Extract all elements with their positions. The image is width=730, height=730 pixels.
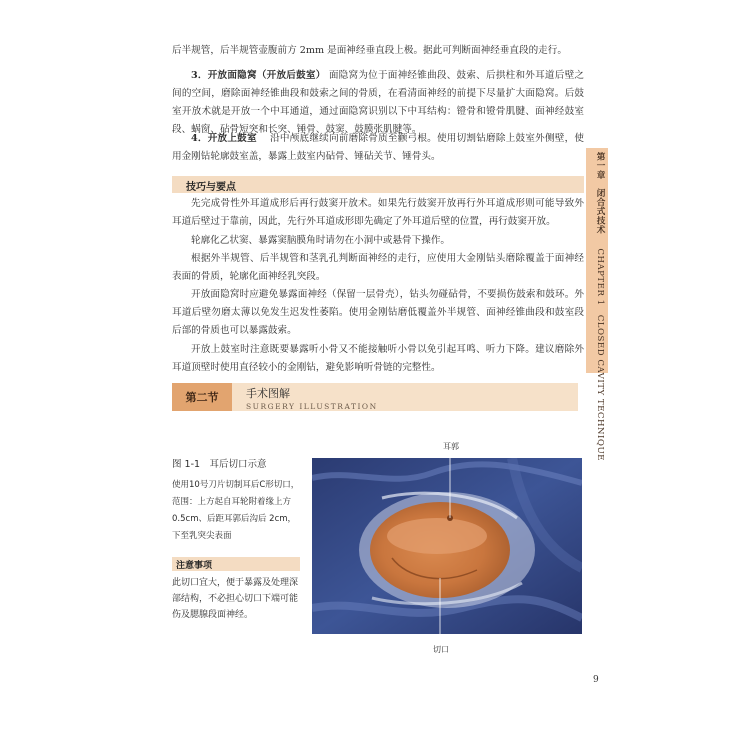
tip-item: 根据外半规管、后半规管和茎乳孔判断面神经的走行，应使用大金刚钻头磨除覆盖于面神经表面的骨质，轮廓化面神经乳突段。 xyxy=(172,253,584,282)
label-auricle: 耳郭 xyxy=(443,442,459,451)
surgery-photo-illustration xyxy=(312,458,582,634)
tip-item: 开放上鼓室时注意既要暴露听小骨又不能接触听小骨以免引起耳鸣、听力下降。建议磨除外耳道顶壁时使用直径较小的金刚钻，避免影响听骨链的完整性。 xyxy=(172,344,584,373)
section-label: 第二节 xyxy=(185,391,219,404)
paragraph-epitympanum xyxy=(172,130,584,166)
section-label-box xyxy=(172,383,232,411)
tip-item: 开放面隐窝时应避免暴露面神经（保留一层骨壳），钻头勿碰砧骨，不要损伤鼓索和鼓环。外耳道后壁勿磨太薄以免发生迟发性萎陷。使用金刚钻磨低覆盖外半规管、面神经锥曲段和鼓室段后部的骨质也可以暴露鼓索。 xyxy=(172,289,584,336)
figure-desc-line: 使用10号刀片切制耳后C形切口， xyxy=(172,480,300,490)
paragraph-text: 后半规管，后半规管壶腹前方 2mm 是面神经垂直段上极。据此可判断面神经垂直段的走行。 xyxy=(172,45,567,56)
tips-header xyxy=(172,176,584,193)
paragraph-text: 面隐窝为位于面神经锥曲段、鼓索、后拱柱和外耳道后壁之间的空间，磨除面神经锥曲段和鼓索之间的骨质，在看清面神经的前提下尽量扩大面隐窝。后鼓室开放术就是开放一个中耳通道，通过面隐窝识别以下中耳结构：镫骨和镫骨肌腱、面神经鼓室段、蜗窗、砧骨短突和长突、锤骨、鼓窦、鼓膜张肌腱等。 xyxy=(172,70,584,135)
step-heading: 4．开放上鼓室 xyxy=(191,133,257,144)
tip-item: 先完成骨性外耳道成形后再行鼓窦开放术。如果先行鼓窦开放再行外耳道成形则可能导致外耳道后壁过于靠前，因此，先行外耳道成形即先确定了外耳道后壁的位置，再行鼓窦开放。 xyxy=(172,198,584,227)
label-incision: 切口 xyxy=(433,645,449,654)
figure-desc-line: 下至乳突尖表面 xyxy=(172,531,232,541)
tips-title: 技巧与要点 xyxy=(186,182,236,193)
paragraph-facial-recess xyxy=(172,67,584,139)
note-title: 注意事项 xyxy=(176,561,213,571)
note-header xyxy=(172,557,300,571)
chapter-title: 第一章 闭合式技术 xyxy=(595,152,605,234)
section-title: 手术图解 xyxy=(246,387,290,400)
note-text: 此切口宜大，便于暴露及处理深部结构，不必担心切口下端可能伤及腮腺段面神经。 xyxy=(172,578,299,620)
chapter-title-english: CHAPTER 1 CLOSED CAVITY TECHNIQUE xyxy=(595,248,605,461)
step-heading: 3．开放面隐窝（开放后鼓室） xyxy=(191,70,326,81)
figure-caption: 图 1-1 耳后切口示意 xyxy=(172,459,267,470)
paragraph-text: 沿中颅底继续向前磨除骨质至颧弓根。使用切割钻磨除上鼓室外侧壁，使用金刚钻轮廓鼓室盖，暴露上鼓室内砧骨、锤砧关节、锤骨头。 xyxy=(172,133,584,162)
figure-desc-line: 0.5cm、后距耳郭后沟后 2cm， xyxy=(172,514,297,524)
chapter-side-label xyxy=(588,152,606,461)
surgery-photo xyxy=(312,458,582,634)
figure-desc-line: 范围：上方起自耳轮附着缘上方 xyxy=(172,497,292,507)
tip-item: 轮廓化乙状窦、暴露窦脑膜角时请勿在小洞中或悬骨下操作。 xyxy=(191,235,451,246)
page-number: 9 xyxy=(593,675,599,685)
section-subtitle: SURGERY ILLUSTRATION xyxy=(246,402,378,411)
paragraph-facial-nerve xyxy=(172,42,584,60)
